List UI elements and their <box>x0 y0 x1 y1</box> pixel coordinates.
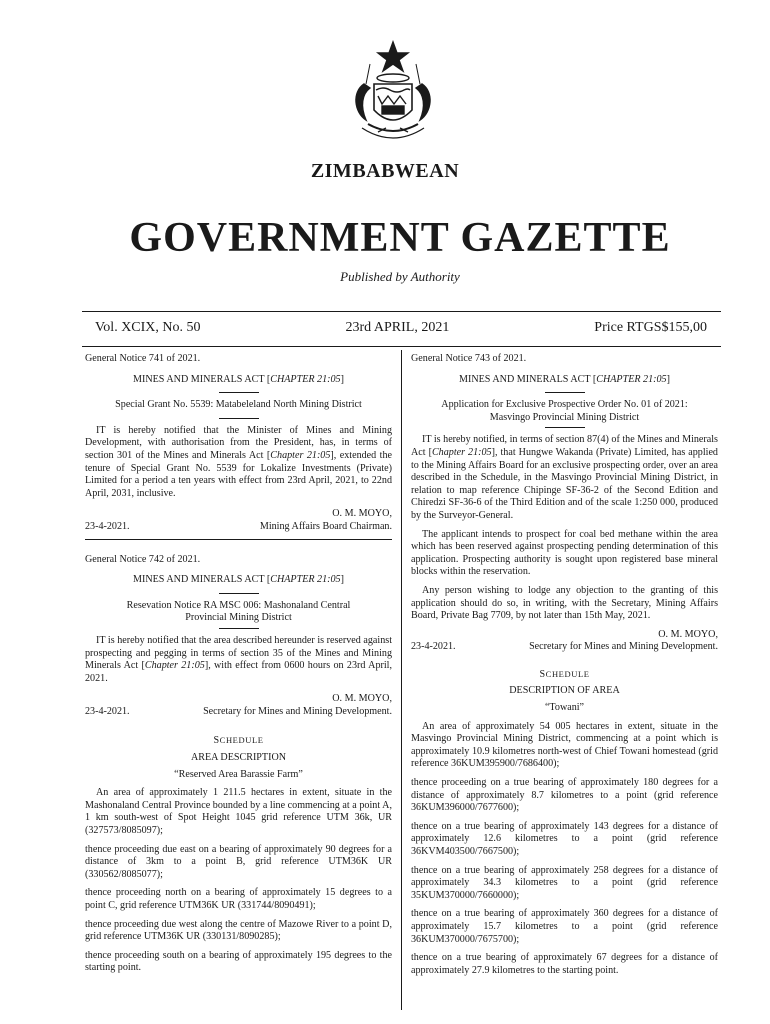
boundary-item: thence on a true bearing of approximately 67 degrees for a distance of approximately 27.9 kilometres to the starting point. <box>411 952 718 976</box>
area-description: An area of approximately 54 005 hectares in extent, situate in the Masvingo Provincial Mining District, commencing at a point which is approximately 10.9 kilometres north-west of Chief Towani homestead (grid reference 36KUM395900/7686400); <box>411 720 718 770</box>
act-heading: MINES AND MINERALS ACT [CHAPTER 21:05] <box>133 373 344 385</box>
notice-body: Any person wishing to lodge any objection to the granting of this application should do so, in writing, with the Secretary, Mining Affairs Board, Private Bag 7709, by not later than 15th May, 2021. <box>411 584 718 622</box>
schedule-heading: SCHEDULE <box>539 668 590 680</box>
signature-line <box>85 521 392 534</box>
right-column <box>411 353 718 983</box>
notice-number: General Notice 743 of 2021. <box>411 353 527 364</box>
masthead-top-rule <box>82 311 721 312</box>
notice-body: The applicant intends to prospect for coal bed methane within the area which has been reserved against prospecting pending determination of this application. Prospecting authority is sought upon registered base mineral blocks within the reservation. <box>411 528 718 578</box>
gazette-title: GOVERNMENT GAZETTE <box>129 215 671 261</box>
area-description-heading: AREA DESCRIPTION <box>190 752 287 764</box>
separator <box>219 418 259 419</box>
notice-number: General Notice 742 of 2021. <box>85 553 201 565</box>
masthead-bottom-rule <box>82 346 721 347</box>
signatory-name: O. M. MOYO, <box>332 693 392 705</box>
boundary-item: thence proceeding due east on a bearing of approximately 90 degrees for a distance of 3km to a point B, grid reference UTM36K UR (330562/8085077); <box>85 843 392 880</box>
signatory-office: Secretary for Mines and Mining Development. <box>529 641 718 653</box>
coat-of-arms-icon <box>348 40 438 150</box>
volume-number: Vol. XCIX, No. 50 <box>95 320 201 335</box>
area-description: An area of approximately 1 211.5 hectares in extent, situate in the Mashonaland Central Province bounded by a line commencing at a point A, 1 km south-west of Spot Height 1045 grid reference UTM 36k, UR (327573/8085097); <box>85 787 392 837</box>
boundary-item: thence on a true bearing of approximately 360 degrees for a distance of approximately 15.7 kilometres to a point (grid reference 36KUM370000/7675700); <box>411 908 718 945</box>
area-name: “Reserved Area Barassie Farm” <box>174 768 303 780</box>
byline: Published by Authority <box>340 269 460 284</box>
act-heading: MINES AND MINERALS ACT [CHAPTER 21:05] <box>133 574 344 586</box>
notice-body: IT is hereby notified that the Minister of Mines and Mining Development, with authorisation from the President, has, in terms of section 301 of the Mines and Minerals Act [Chapter 21:05], extended the tenure of Special Grant No. 5539 for Lokalize Investments (Private) Limited for a period a ten years with effect from 23rd April, 2021, to 22nd April, 2031, inclusive. <box>85 424 392 499</box>
notice-body: IT is hereby notified, in terms of section 87(4) of the Mines and Minerals Act [Chapter 21:05], that Hungwe Wakanda (Private) Limited, has applied to the Mining Affairs Board for an exclusive prospecting order, over an area described in the Schedule, in the Masvingo Provincial Mining District, in relation to map reference Chipinge SF-36-2 of the Second Edition and Chiredzi SF-36-6 of the Third Edition and of the scale 1:250 000, produced by the Surveyor-General. <box>411 434 718 521</box>
issue-date: 23rd APRIL, 2021 <box>345 320 450 335</box>
masthead-bar <box>95 320 707 336</box>
notice-number: General Notice 741 of 2021. <box>85 353 201 364</box>
signatory-office: Mining Affairs Board Chairman. <box>259 520 392 532</box>
separator <box>545 392 585 393</box>
boundary-item: thence proceeding south on a bearing of approximately 195 degrees to the starting point. <box>85 949 392 974</box>
area-name: “Towani” <box>544 702 585 714</box>
signature-line <box>411 641 718 654</box>
separator <box>219 392 259 393</box>
notice-date: 23-4-2021. <box>85 520 130 532</box>
notice-body: IT is hereby notified that the area described hereunder is reserved against prospecting and pegging in terms of section 35 of the Mines and Mining Minerals Act [Chapter 21:05], with effect from 0600 hours on 23rd April, 2021. <box>85 634 392 684</box>
notice-subject: Resevation Notice RA MSC 006: Mashonaland Central Provincial Mining District <box>126 599 351 624</box>
separator <box>219 593 259 594</box>
signature-line <box>85 706 392 719</box>
column-divider <box>401 350 402 1010</box>
signatory-name: O. M. MOYO, <box>658 628 718 640</box>
boundary-item: thence on a true bearing of approximately 258 degrees for a distance of approximately 34.3 kilometres to a point (grid reference 35KUM370000/7660000); <box>411 864 718 901</box>
issue-price: Price RTGS$155,00 <box>594 320 707 335</box>
notice-subject: Application for Exclusive Prospective Order No. 01 of 2021: Masvingo Provincial Mining District <box>441 399 688 423</box>
left-column <box>85 353 392 981</box>
boundary-item: thence proceeding due west along the centre of Mazowe River to a point D, grid reference UTM36K UR (330131/8090285); <box>85 918 392 943</box>
boundary-item: thence proceeding on a true bearing of approximately 180 degrees for a distance of approximately 8.7 kilometres to a point (grid reference 36KUM396000/7677600); <box>411 777 718 814</box>
notice-end-rule <box>85 539 392 540</box>
schedule-heading: SCHEDULE <box>213 735 264 747</box>
publication-name: ZIMBABWEAN <box>310 160 460 182</box>
notice-subject: Special Grant No. 5539: Matabeleland North Mining District <box>115 399 362 411</box>
area-description-heading: DESCRIPTION OF AREA <box>509 685 620 697</box>
signatory-office: Secretary for Mines and Mining Development. <box>203 705 392 717</box>
notice-date: 23-4-2021. <box>411 641 456 653</box>
notice-date: 23-4-2021. <box>85 705 130 717</box>
boundary-item: thence on a true bearing of approximately 143 degrees for a distance of approximately 12.6 kilometres to a point (grid reference 36KVM403500/7667500); <box>411 820 718 857</box>
boundary-item: thence proceeding north on a bearing of approximately 15 degrees to a point C, grid reference UTM36K UR (331744/8090491); <box>85 887 392 911</box>
signatory-name: O. M. MOYO, <box>332 508 392 520</box>
act-heading: MINES AND MINERALS ACT [CHAPTER 21:05] <box>459 373 670 385</box>
separator <box>219 628 259 629</box>
separator <box>545 427 585 428</box>
